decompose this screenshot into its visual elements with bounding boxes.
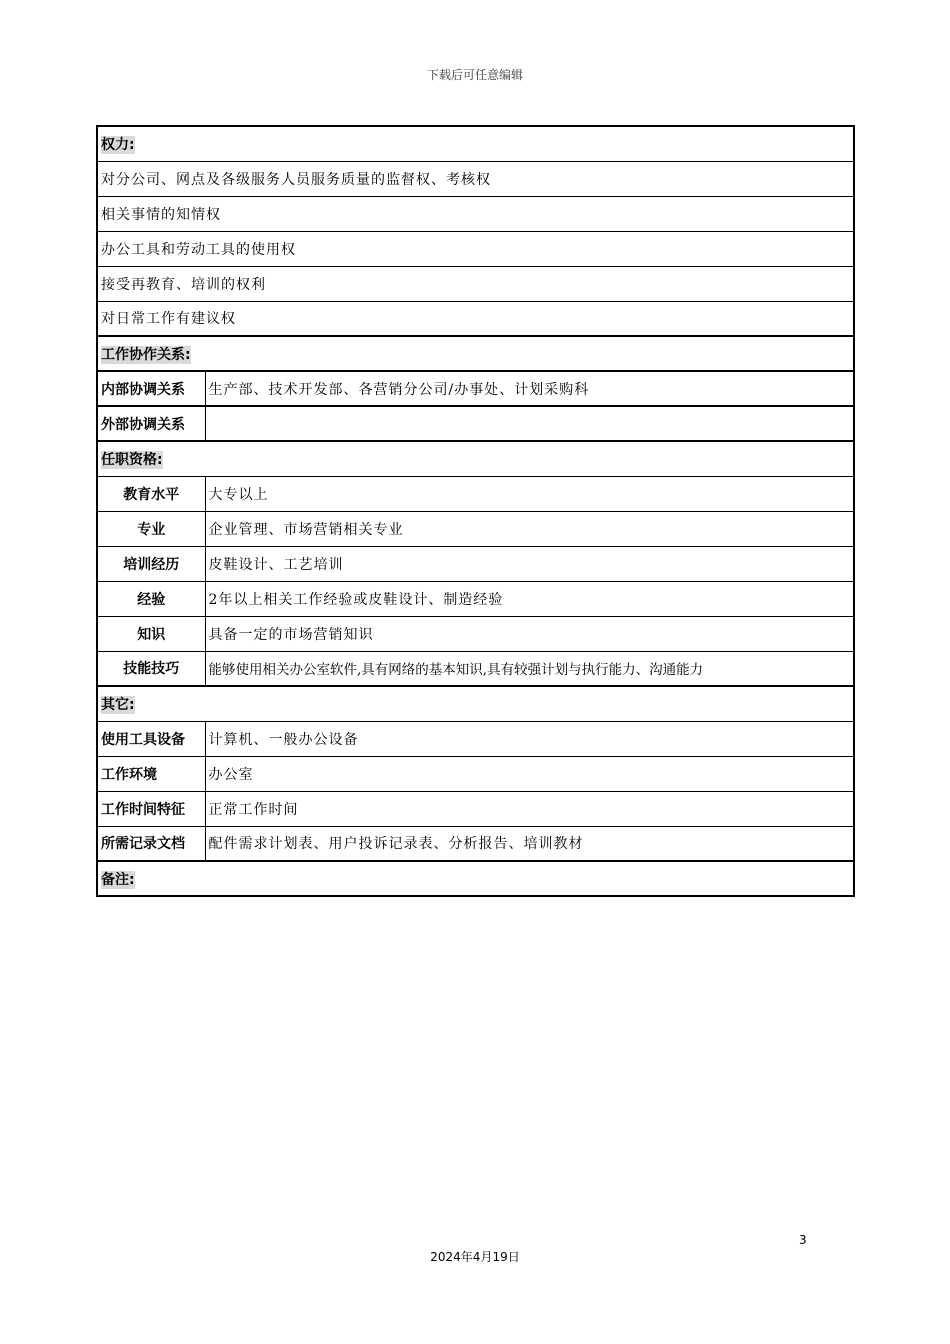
qualification-row (97, 546, 854, 581)
row-label: 技能技巧 (97, 651, 205, 686)
row-label: 教育水平 (97, 476, 205, 511)
qualification-row (97, 511, 854, 546)
powers-item: 接受再教育、培训的权利 (97, 266, 854, 301)
qualification-row (97, 476, 854, 511)
other-row (97, 756, 854, 791)
other-row (97, 826, 854, 861)
row-label: 使用工具设备 (97, 721, 205, 756)
row-label: 工作时间特征 (97, 791, 205, 826)
qualification-row (97, 581, 854, 616)
row-value: 皮鞋设计、工艺培训 (205, 546, 854, 581)
row-value: 2年以上相关工作经验或皮鞋设计、制造经验 (205, 581, 854, 616)
row-value: 办公室 (205, 756, 854, 791)
notes-title: 备注 (101, 871, 129, 888)
row-label: 专业 (97, 511, 205, 546)
row-value: 具备一定的市场营销知识 (205, 616, 854, 651)
row-value: 正常工作时间 (205, 791, 854, 826)
row-value (205, 406, 854, 441)
powers-title: 权力 (101, 136, 129, 153)
row-label: 知识 (97, 616, 205, 651)
powers-item: 对日常工作有建议权 (97, 301, 854, 336)
relations-section-header: 工作协作关系: (97, 336, 854, 371)
powers-item: 对分公司、网点及各级服务人员服务质量的监督权、考核权 (97, 161, 854, 196)
header-note: 下载后可任意编辑 (426, 68, 523, 82)
powers-item: 办公工具和劳动工具的使用权 (97, 231, 854, 266)
row-label: 经验 (97, 581, 205, 616)
page-number: 3 (799, 1233, 807, 1247)
relations-row (97, 371, 854, 406)
notes-section-header: 备注: (97, 861, 854, 896)
other-row (97, 791, 854, 826)
footer-date: 2024年4月19日 (430, 1250, 520, 1264)
other-title: 其它 (101, 696, 129, 713)
relations-row (97, 406, 854, 441)
relations-title: 工作协作关系 (101, 346, 185, 363)
qualification-row (97, 616, 854, 651)
row-value: 配件需求计划表、用户投诉记录表、分析报告、培训教材 (205, 826, 854, 861)
row-value: 大专以上 (205, 476, 854, 511)
qualifications-title: 任职资格 (101, 451, 157, 468)
row-label: 外部协调关系 (97, 406, 205, 441)
row-value: 能够使用相关办公室软件,具有网络的基本知识,具有较强计划与执行能力、沟通能力 (205, 651, 854, 686)
row-label: 内部协调关系 (97, 371, 205, 406)
job-description-table (96, 125, 855, 897)
other-row (97, 721, 854, 756)
row-value: 生产部、技术开发部、各营销分公司/办事处、计划采购科 (205, 371, 854, 406)
row-value: 计算机、一般办公设备 (205, 721, 854, 756)
other-section-header: 其它: (97, 686, 854, 721)
qualifications-section-header: 任职资格: (97, 441, 854, 476)
powers-section-header: 权力: (97, 126, 854, 161)
row-value: 企业管理、市场营销相关专业 (205, 511, 854, 546)
powers-item: 相关事情的知情权 (97, 196, 854, 231)
row-label: 培训经历 (97, 546, 205, 581)
row-label: 工作环境 (97, 756, 205, 791)
row-label: 所需记录文档 (97, 826, 205, 861)
qualification-row (97, 651, 854, 686)
